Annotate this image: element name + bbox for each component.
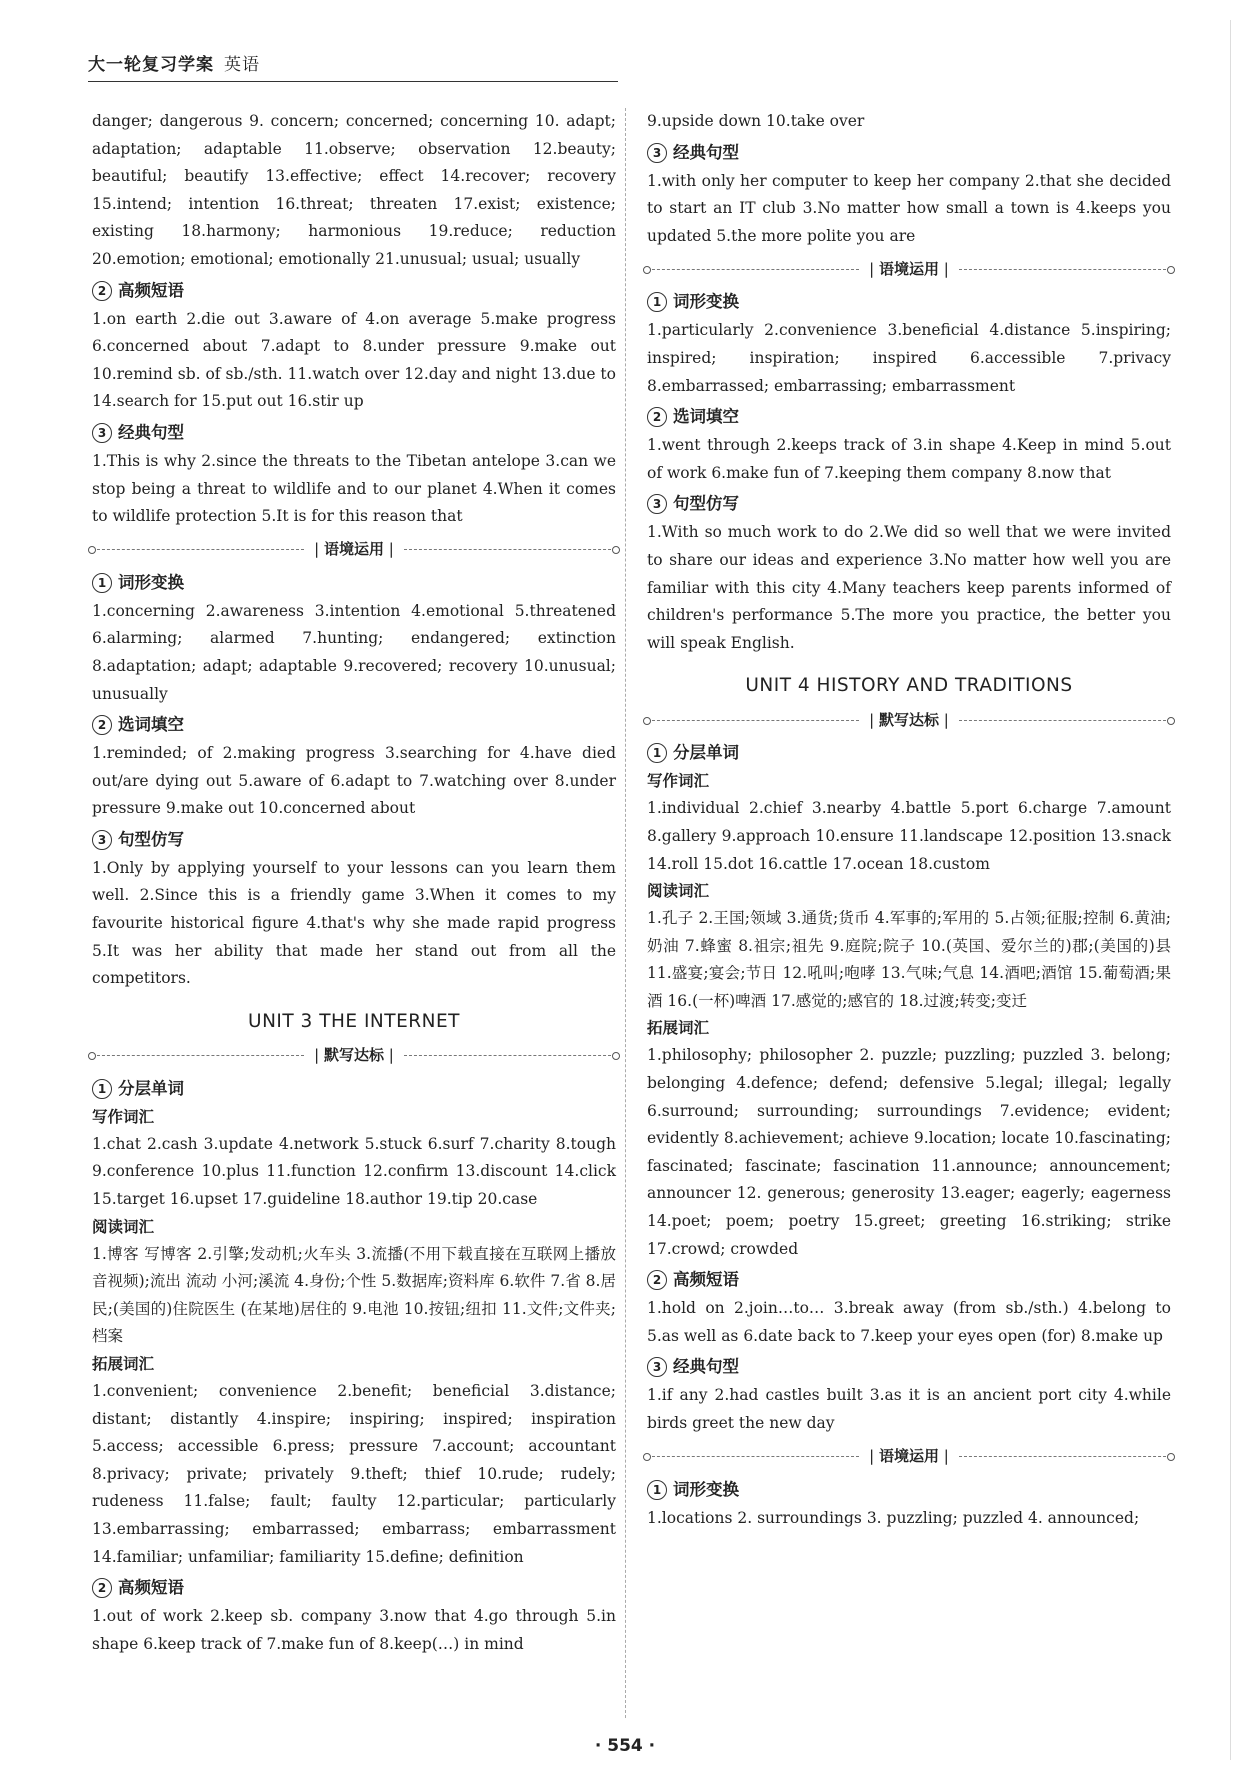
section-heading: 1 分层单词 (92, 1075, 616, 1103)
section-heading: 3 句型仿写 (647, 490, 1171, 518)
section-number: 3 (647, 1357, 667, 1377)
section-heading: 1 分层单词 (647, 739, 1171, 767)
section-heading: 2 高频短语 (92, 277, 616, 305)
paragraph: 1.if any 2.had castles built 3.as it is an ancient port city 4.while birds greet the new day (647, 1386, 1171, 1432)
section-heading: 3 经典句型 (92, 419, 616, 447)
section-number: 1 (647, 292, 667, 312)
subheading: 写作词汇 (92, 1107, 155, 1126)
paragraph: 1.particularly 2.convenience 3.beneficial 4.distance 5.inspiring; inspired; inspiration; inspired 6.accessible 7.privacy 8.embarrassed; embarrassing; embarrassment (647, 321, 1171, 395)
paragraph: 1.went through 2.keeps track of 3.in shape 4.Keep in mind 5.out of work 6.make fun of 7.keeping them company 8.now that (647, 436, 1171, 482)
section-number: 2 (647, 407, 667, 427)
section-heading: 3 句型仿写 (92, 826, 616, 854)
subheading: 阅读词汇 (92, 1217, 155, 1236)
paragraph: 1.out of work 2.keep sb. company 3.now that 4.go through 5.in shape 6.keep track of 7.make fun of 8.keep(…) in mind (92, 1607, 616, 1653)
subheading: 拓展词汇 (647, 1019, 710, 1038)
paragraph: 1.孔子 2.王国;领域 3.通货;货币 4.军事的;军用的 5.占领;征服;控制 6.黄油;奶油 7.蜂蜜 8.祖宗;祖先 9.庭院;院子 10.(英国、爱尔兰的)郡;(美国的)县 11.盛宴;宴会;节日 12.吼叫;咆哮 13.气味;气息 14.酒吧;酒馆 15.葡萄酒;果酒 16.(一杯)啤酒 17.感觉的;感官的 18.过渡;转变;变迁 (647, 909, 1171, 1010)
section-divider: | 语境运用 | (647, 258, 1171, 280)
section-number: 2 (647, 1270, 667, 1290)
subject-label: 英语 (224, 55, 260, 75)
section-heading: 2 高频短语 (647, 1266, 1171, 1294)
left-column (92, 108, 616, 1658)
paragraph: 1.reminded; of 2.making progress 3.searching for 4.have died out/are dying out 5.aware of 6.adapt to 7.watching over 8.under pressure 9.make out 10.concerned about (92, 744, 616, 818)
section-number: 3 (92, 423, 112, 443)
paragraph: 1.Only by applying yourself to your lessons can you learn them well. 2.Since this is a friendly game 3.When it comes to my favourite historical figure 4.that's why she made rapid progress 5.It was her ability that made her stand out from all the competitors. (92, 858, 616, 988)
section-number: 3 (92, 830, 112, 850)
section-divider: | 语境运用 | (647, 1446, 1171, 1468)
section-number: 2 (92, 1578, 112, 1598)
section-heading: 2 高频短语 (92, 1574, 616, 1602)
section-heading: 3 经典句型 (647, 139, 1171, 167)
section-heading: 1 词形变换 (92, 569, 616, 597)
paragraph: 1.hold on 2.join…to… 3.break away (from sb./sth.) 4.belong to 5.as well as 6.date back to 7.keep your eyes open (for) 8.make up (647, 1299, 1171, 1345)
paragraph: danger; dangerous 9. concern; concerned; concerning 10. adapt; adaptation; adaptable 11.observe; observation 12.beauty; beautiful; beautify 13.effective; effect 14.recover; recovery 15.intend; intention 16.threat; threaten 17.exist; existence; existing 18.harmony; harmonious 19.reduce; reduction 20.emotion; emotional; emotionally 21.unusual; usual; usually (92, 112, 616, 268)
paragraph: 1.locations 2. surroundings 3. puzzling; puzzled 4. announced; (647, 1508, 1140, 1527)
section-divider: | 默写达标 | (647, 709, 1171, 731)
section-number: 2 (92, 281, 112, 301)
section-number: 1 (92, 1079, 112, 1099)
paragraph: 1.This is why 2.since the threats to the Tibetan antelope 3.can we stop being a threat to wildlife and to our planet 4.When it comes to wildlife protection 5.It is for this reason that (92, 451, 616, 526)
paragraph: 1.博客 写博客 2.引擎;发动机;火车头 3.流播(不用下载直接在互联网上播放音视频);流出 流动 小河;溪流 4.身份;个性 5.数据库;资料库 6.软件 7.省 8.居民;(美国的)住院医生 (在某地)居住的 9.电池 10.按钮;纽扣 11.文件;文件夹;档案 (92, 1244, 616, 1346)
unit-title: UNIT 4 HISTORY AND TRADITIONS (745, 675, 1073, 697)
section-number: 3 (647, 494, 667, 514)
page-header (88, 50, 618, 82)
paragraph: 9.upside down 10.take over (647, 112, 865, 130)
subheading: 拓展词汇 (92, 1355, 155, 1373)
paragraph: 1.With so much work to do 2.We did so well that we were invited to share our ideas and experience 3.No matter how well you are familiar with this city 4.Many teachers keep parents informed of children's performance 5.The more you practice, the better you will speak English. (647, 523, 1171, 652)
paragraph: 1.individual 2.chief 3.nearby 4.battle 5.port 6.charge 7.amount 8.gallery 9.approach 10.ensure 11.landscape 12.position 13.snack 14.roll 15.dot 16.cattle 17.ocean 18.custom (647, 799, 1171, 873)
section-number: 1 (92, 573, 112, 593)
subheading: 写作词汇 (647, 772, 710, 791)
paragraph: 1.convenient; convenience 2.benefit; beneficial 3.distance; distant; distantly 4.inspire; inspiring; inspired; inspiration 5.access; accessible 6.press; pressure 7.account; accountant 8.privacy; private; privately 9.theft; thief 10.rude; rudely; rudeness 11.false; fault; faulty 12.particular; particularly 13.embarrassing; embarrassed; embarrass; embarrassment 14.familiar; unfamiliar; familiarity 15.define; definition (92, 1382, 616, 1566)
section-heading: 2 选词填空 (647, 403, 1171, 431)
section-number: 1 (647, 743, 667, 763)
paragraph: 1.with only her computer to keep her company 2.that she decided to start an IT club 3.No matter how small a town is 4.keeps you updated 5.the more polite you are (647, 171, 1171, 245)
subheading: 阅读词汇 (647, 882, 710, 901)
section-heading: 2 选词填空 (92, 711, 616, 739)
section-number: 3 (647, 143, 667, 163)
section-heading: 3 经典句型 (647, 1353, 1171, 1381)
paragraph: 1.on earth 2.die out 3.aware of 4.on average 5.make progress 6.concerned about 7.adapt to 8.under pressure 9.make out 10.remind sb. of sb./sth. 11.watch over 12.day and night 13.due to 14.search for 15.put out 16.stir up (92, 309, 616, 411)
right-column (647, 108, 1171, 1532)
section-heading: 1 词形变换 (647, 288, 1171, 316)
page-number: · 554 · (594, 1736, 656, 1756)
section-divider: | 默写达标 | (92, 1045, 616, 1067)
section-heading: 1 词形变换 (647, 1476, 1171, 1504)
section-number: 1 (647, 1480, 667, 1500)
paragraph: 1.chat 2.cash 3.update 4.network 5.stuck 6.surf 7.charity 8.tough 9.conference 10.plus 11.function 12.confirm 13.discount 14.click 15.target 16.upset 17.guideline 18.author 19.tip 20.case (92, 1134, 616, 1209)
paragraph: 1.philosophy; philosopher 2. puzzle; puzzling; puzzled 3. belong; belonging 4.defence; defend; defensive 5.legal; illegal; legally 6.surround; surrounding; surroundings 7.evidence; evident; evidently 8.achievement; achieve 9.location; locate 10.fascinating; fascinated; fascinate; fascination 11.announce; announcement; announcer 12. generous; generosity 13.eager; eagerly; eagerness 14.poet; poem; poetry 15.greet; greeting 16.striking; strike 17.crowd; crowded (647, 1046, 1171, 1258)
section-divider: | 语境运用 | (92, 539, 616, 561)
book-title: 大一轮复习学案 (88, 55, 214, 75)
column-divider (625, 108, 626, 1718)
paragraph: 1.concerning 2.awareness 3.intention 4.emotional 5.threatened 6.alarming; alarmed 7.hunting; endangered; extinction 8.adaptation; adapt; adaptable 9.recovered; recovery 10.unusual; unusually (92, 601, 616, 703)
unit-title: UNIT 3 THE INTERNET (248, 1010, 460, 1032)
section-number: 2 (92, 715, 112, 735)
page-edge (1230, 20, 1231, 1760)
